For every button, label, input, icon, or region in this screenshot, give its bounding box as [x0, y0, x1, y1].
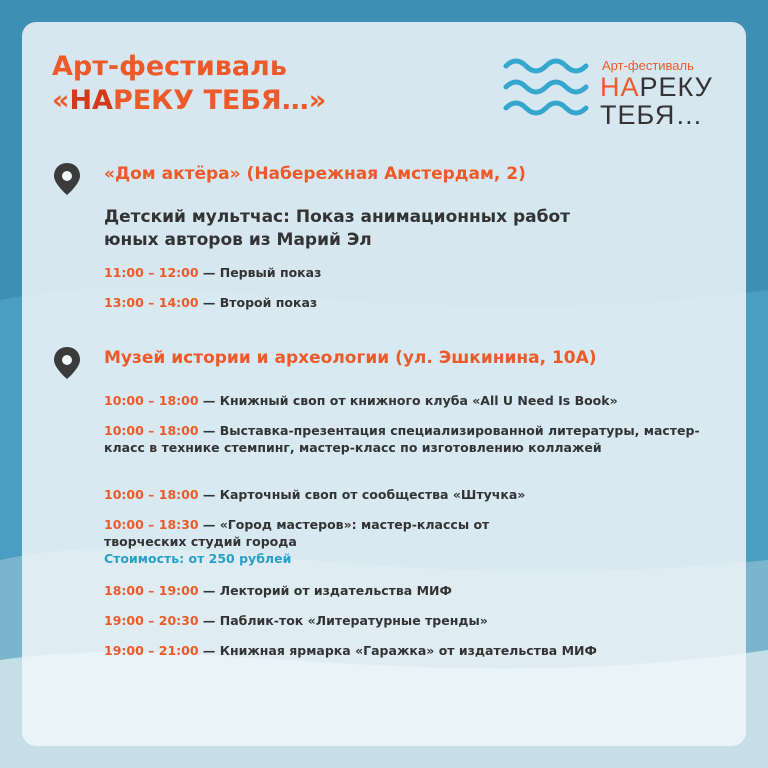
venue-section-2	[52, 346, 726, 676]
logo-rest-1: РЕКУ	[639, 72, 713, 102]
schedule-item	[104, 294, 724, 311]
event-text: — Лекторий от издательства МИФ	[198, 583, 452, 598]
event-time: 10:00 – 18:00	[104, 487, 199, 502]
event-time: 11:00 – 12:00	[104, 265, 199, 280]
location-pin-icon	[52, 162, 82, 196]
event-text: — «Город мастеров»: мастер-классы от творческих студий города	[104, 517, 490, 549]
schedule-item	[104, 642, 724, 659]
event-text: — Первый показ	[198, 265, 322, 280]
subtitle-line-2: юных авторов из Марий Эл	[104, 230, 372, 250]
schedule-item	[104, 582, 724, 599]
schedule-item	[104, 516, 534, 567]
location-pin-icon	[52, 346, 82, 380]
event-text: — Паблик-ток «Литературные тренды»	[198, 613, 488, 628]
schedule-item	[104, 422, 724, 456]
event-time: 10:00 – 18:00	[104, 423, 199, 438]
page-title	[52, 50, 326, 118]
schedule-card	[22, 22, 746, 746]
schedule-item	[104, 612, 724, 629]
logo-line-1	[600, 72, 713, 103]
festival-logo	[502, 46, 732, 136]
subtitle-line-1: Детский мультчас: Показ анимационных работ	[104, 207, 571, 227]
schedule-item	[104, 486, 724, 503]
waves-logo-icon	[502, 54, 594, 120]
event-subtitle	[104, 206, 570, 252]
event-price: Стоимость: от 250 рублей	[104, 551, 292, 566]
logo-line-2: ТЕБЯ…	[600, 100, 704, 130]
event-time: 10:00 – 18:00	[104, 393, 199, 408]
logo-accent: НА	[600, 72, 640, 102]
event-text: — Второй показ	[198, 295, 318, 310]
event-time: 13:00 – 14:00	[104, 295, 199, 310]
schedule-item	[104, 392, 724, 409]
event-time: 10:00 – 18:30	[104, 517, 199, 532]
event-text: — Книжная ярмарка «Гаражка» от издательства МИФ	[198, 643, 597, 658]
event-text: — Книжный своп от книжного клуба «All U Need Is Book»	[198, 393, 618, 408]
schedule-item	[104, 264, 724, 281]
venue-name: «Дом актёра» (Набережная Амстердам, 2)	[104, 164, 526, 184]
venue-name: Музей истории и археологии (ул. Эшкинина, 10А)	[104, 348, 597, 368]
title-quote-open: «	[52, 85, 70, 116]
title-accent: НА	[69, 85, 113, 116]
event-text: — Выставка-презентация специализированной литературы, мастер-класс в технике стемпинг, мастер-класс по изготовлению коллажей	[104, 423, 700, 455]
event-time: 18:00 – 19:00	[104, 583, 199, 598]
logo-small-text: Арт-фестиваль	[602, 58, 694, 73]
title-rest: РЕКУ ТЕБЯ…»	[112, 85, 327, 116]
title-line-2	[52, 84, 326, 118]
event-time: 19:00 – 20:30	[104, 613, 199, 628]
event-text: — Карточный своп от сообщества «Штучка»	[198, 487, 526, 502]
event-time: 19:00 – 21:00	[104, 643, 199, 658]
venue-section-1	[52, 162, 726, 322]
title-line-1: Арт-фестиваль	[52, 51, 287, 82]
